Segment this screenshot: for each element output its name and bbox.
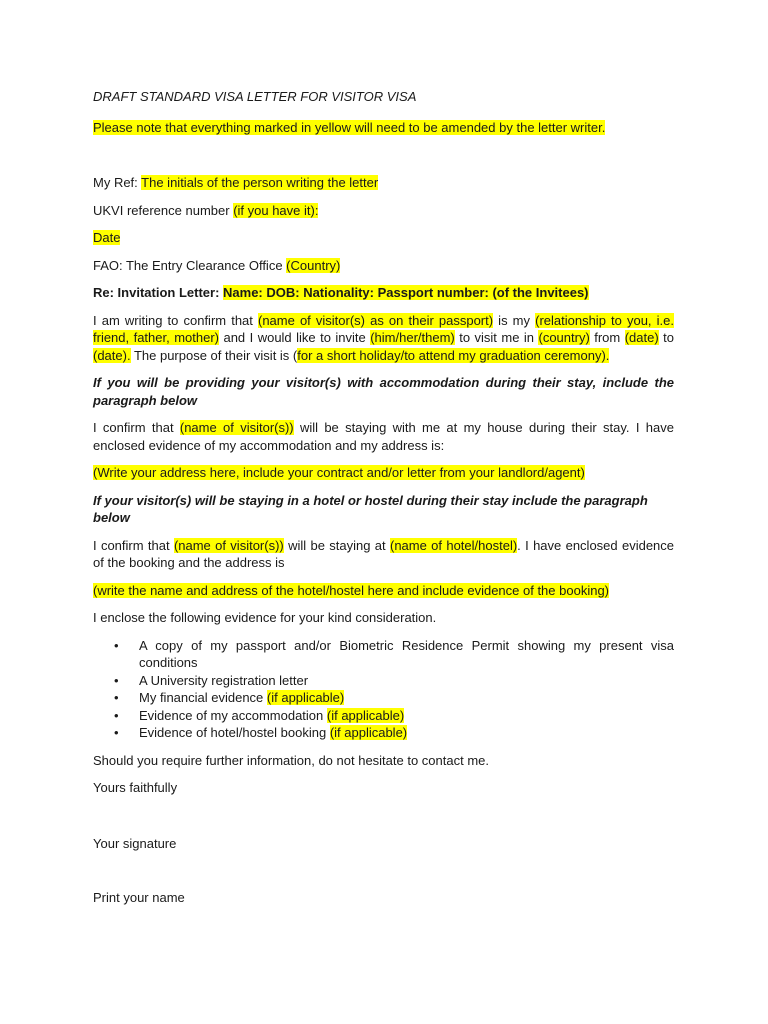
ukvi-value: (if you have it): bbox=[233, 202, 319, 218]
sign-off: Yours faithfully bbox=[93, 780, 178, 795]
if-applicable-placeholder: (if applicable) bbox=[329, 725, 408, 740]
pronoun-placeholder: (him/her/them) bbox=[370, 330, 455, 345]
hotel-name-placeholder: (name of hotel/hostel) bbox=[389, 537, 518, 553]
letter-title: DRAFT STANDARD VISA LETTER FOR VISITOR VISA bbox=[93, 89, 417, 104]
hotel-address-line bbox=[93, 582, 674, 600]
if-applicable-placeholder: (if applicable) bbox=[326, 707, 405, 723]
my-ref-line bbox=[93, 174, 674, 192]
re-label: Re: Invitation Letter: bbox=[93, 285, 224, 300]
evidence-item-text: A copy of my passport and/or Biometric Residence Permit showing my present visa conditions bbox=[139, 637, 674, 670]
ukvi-line bbox=[93, 202, 674, 220]
invitation-text-2: is my bbox=[493, 312, 536, 328]
amendment-note-text: Please note that everything marked in yellow will need to be amended by the letter writer. bbox=[93, 119, 606, 135]
date-line bbox=[93, 229, 674, 247]
amendment-note bbox=[93, 119, 674, 137]
hotel-text-1: I confirm that bbox=[93, 537, 174, 553]
invitation-text-7: The purpose of their visit is ( bbox=[130, 347, 298, 363]
relationship-placeholder: (relationship to you, i.e. friend, father, mother) bbox=[93, 312, 674, 345]
evidence-item-text: A University registration letter bbox=[139, 672, 309, 688]
to-date-placeholder: (date). bbox=[93, 347, 131, 363]
list-item bbox=[114, 672, 674, 690]
evidence-list bbox=[93, 637, 674, 742]
hotel-instruction: If your visitor(s) will be staying in a hotel or hostel during their stay include the paragraph below bbox=[93, 492, 648, 525]
hotel-visitor-placeholder: (name of visitor(s)) bbox=[173, 537, 284, 553]
list-item bbox=[114, 707, 674, 725]
visa-letter bbox=[93, 88, 674, 907]
hotel-address-placeholder: (write the name and address of the hotel/hostel here and include evidence of the booking) bbox=[93, 582, 610, 598]
my-ref-label: My Ref: bbox=[93, 175, 142, 190]
my-ref-value: The initials of the person writing the letter bbox=[141, 175, 379, 190]
hotel-text-3: . I have enclosed evidence of the booking and the address is bbox=[93, 537, 675, 570]
address-line bbox=[93, 464, 674, 482]
fao-value: (Country) bbox=[286, 257, 341, 273]
from-date-placeholder: (date) bbox=[624, 330, 659, 345]
invitation-text-4: to visit me in bbox=[454, 330, 539, 345]
evidence-item-text: Evidence of hotel/hostel booking bbox=[139, 725, 330, 740]
purpose-placeholder: for a short holiday/to attend my graduation ceremony). bbox=[297, 347, 610, 363]
invitation-text-1: I am writing to confirm that bbox=[93, 312, 258, 328]
bullet-icon: • bbox=[114, 690, 119, 705]
enclose-intro: I enclose the following evidence for your kind consideration. bbox=[93, 610, 437, 625]
ukvi-label: UKVI reference number bbox=[93, 202, 234, 218]
accommodation-text-1: I confirm that bbox=[93, 420, 180, 435]
hotel-paragraph bbox=[93, 537, 674, 572]
re-value: Name: DOB: Nationality: Passport number: (of the Invitees) bbox=[223, 285, 589, 300]
re-line bbox=[93, 284, 674, 302]
fao-line bbox=[93, 257, 674, 275]
bullet-icon: • bbox=[114, 707, 119, 723]
list-item bbox=[114, 689, 674, 707]
country-placeholder: (country) bbox=[538, 330, 590, 345]
invitation-text-5: from bbox=[589, 330, 625, 345]
bullet-icon: • bbox=[114, 725, 119, 740]
if-applicable-placeholder: (if applicable) bbox=[266, 690, 345, 705]
list-item bbox=[114, 724, 674, 742]
accommodation-instruction: If you will be providing your visitor(s) with accommodation during their stay, include the paragraph below bbox=[93, 375, 674, 408]
accommodation-text-2: will be staying with me at my house during their stay. I have enclosed evidence of my accommodation and my address is: bbox=[93, 420, 674, 453]
visitor-name-placeholder: (name of visitor(s) as on their passport) bbox=[258, 312, 494, 328]
signature-line: Your signature bbox=[93, 835, 177, 851]
closing-line: Should you require further information, do not hesitate to contact me. bbox=[93, 752, 490, 768]
evidence-item-text: Evidence of my accommodation bbox=[139, 707, 327, 723]
bullet-icon: • bbox=[114, 637, 119, 653]
evidence-item-text: My financial evidence bbox=[139, 690, 267, 705]
list-item bbox=[114, 637, 674, 672]
invitation-paragraph bbox=[93, 312, 674, 365]
date-value: Date bbox=[93, 230, 121, 245]
accommodation-visitor-placeholder: (name of visitor(s)) bbox=[179, 420, 294, 435]
invitation-text-3: and I would like to invite bbox=[219, 330, 371, 345]
address-placeholder: (Write your address here, include your contract and/or letter from your landlord/agent) bbox=[93, 465, 585, 480]
hotel-text-2: will be staying at bbox=[283, 537, 390, 553]
bullet-icon: • bbox=[114, 672, 119, 688]
print-name-line: Print your name bbox=[93, 890, 185, 905]
accommodation-paragraph bbox=[93, 419, 674, 454]
fao-label: FAO: The Entry Clearance Office bbox=[93, 257, 287, 273]
invitation-text-6: to bbox=[658, 330, 674, 345]
